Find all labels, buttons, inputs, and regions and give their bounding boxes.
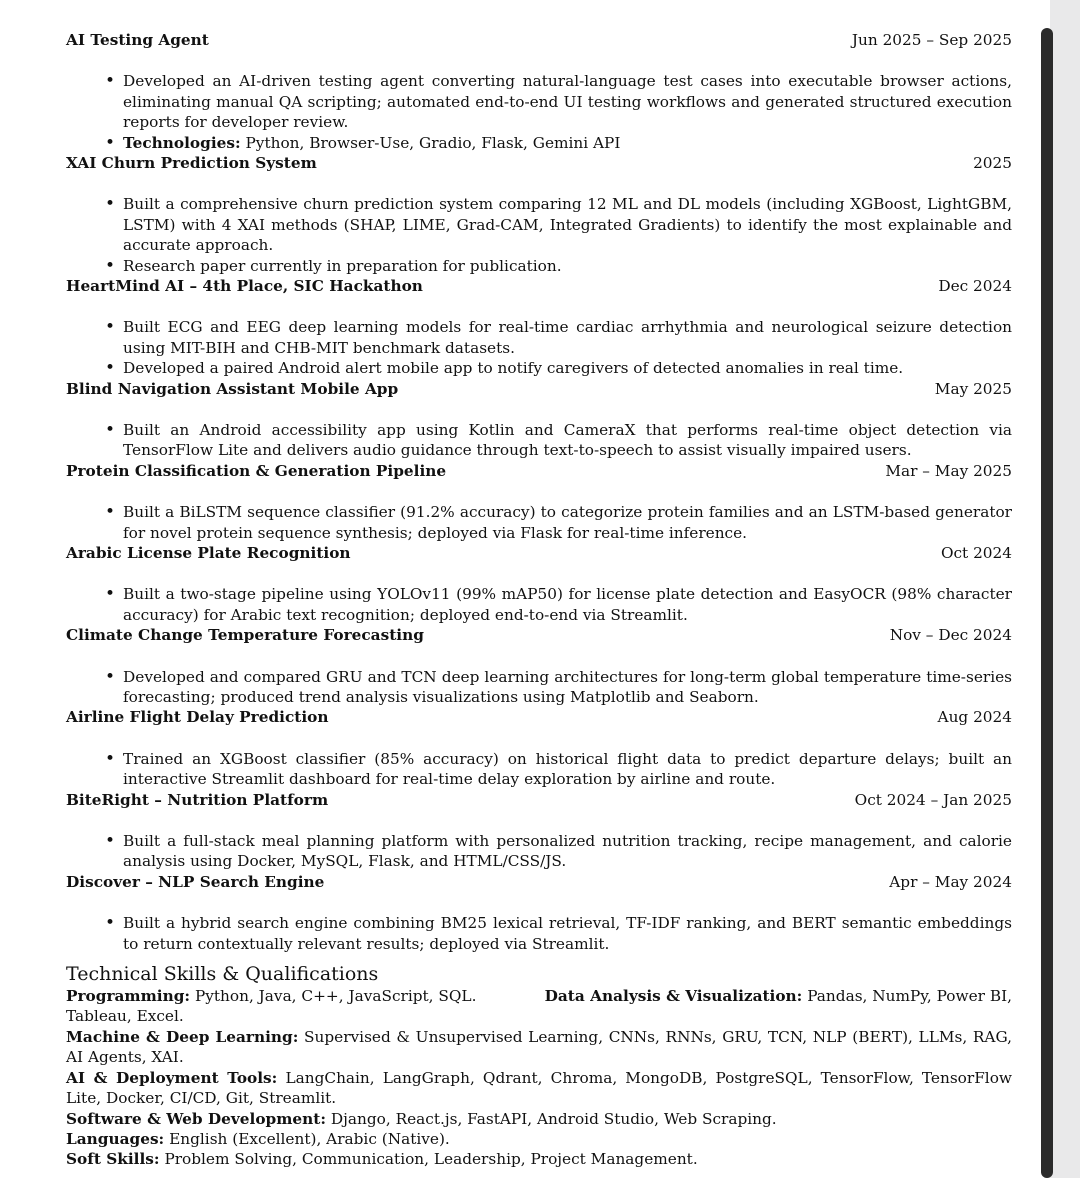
bullet-item: • Research paper currently in preparation for publication. (66, 256, 1012, 276)
bullet-item: • Built ECG and EEG deep learning models for real-time cardiac arrhythmia and neurological seizure detection using MIT-BIH and CHB-MIT benchmark datasets. (66, 317, 1012, 358)
project-header (66, 461, 1012, 481)
skill-label: AI & Deployment Tools: (66, 1068, 278, 1087)
project-header (66, 707, 1012, 727)
skill-value: LangChain, LangGraph, Qdrant, Chroma, MongoDB, PostgreSQL, TensorFlow, TensorFlow Lite, Docker, CI/CD, Git, Streamlit. (66, 1068, 1013, 1108)
tech-value: Python, Browser-Use, Gradio, Flask, Gemini API (245, 133, 621, 152)
bullet-list (66, 420, 1012, 461)
bullet-item (66, 133, 1012, 153)
project-title: Discover – NLP Search Engine (66, 872, 325, 891)
bullet-item: • Developed a paired Android alert mobile app to notify caregivers of detected anomalies in real time. (66, 358, 1012, 378)
bullet-item: • Built a full-stack meal planning platform with personalized nutrition tracking, recipe management, and calorie analysis using Docker, MySQL, Flask, and HTML/CSS/JS. (66, 831, 1012, 872)
project-header (66, 872, 1012, 892)
bullet-list (66, 831, 1012, 872)
project-title: HeartMind AI – 4th Place, SIC Hackathon (66, 277, 423, 296)
project-date: Dec 2024 (938, 277, 1012, 296)
bullet-item: • Built an Android accessibility app using Kotlin and CameraX that performs real-time object detection via TensorFlow Lite and delivers audio guidance through text-to-speech to assist visually impaired users. (66, 420, 1012, 461)
project-date: Aug 2024 (937, 708, 1012, 727)
project-entry (66, 790, 1012, 872)
project-entry (66, 625, 1012, 707)
bullet-item: • Built a hybrid search engine combining BM25 lexical retrieval, TF-IDF ranking, and BERT semantic embeddings to return contextually relevant results; deployed via Streamlit. (66, 913, 1012, 954)
resume-content (66, 30, 1012, 1170)
bullet-item: • Built a two-stage pipeline using YOLOv11 (99% mAP50) for license plate detection and EasyOCR (98% character accuracy) for Arabic text recognition; deployed end-to-end via Streamlit. (66, 584, 1012, 625)
bullet-list (66, 502, 1012, 543)
skill-value: Django, React.js, FastAPI, Android Studio, Web Scraping. (330, 1109, 777, 1128)
bullet-item: • Developed an AI-driven testing agent converting natural-language test cases into executable browser actions, eliminating manual QA scripting; automated end-to-end UI testing workflows and generated structured execution reports for developer review. (66, 71, 1012, 132)
project-header (66, 625, 1012, 645)
project-title: Climate Change Temperature Forecasting (66, 626, 424, 645)
section-title-skills: Technical Skills & Qualifications (66, 963, 379, 986)
project-header (66, 790, 1012, 810)
bullet-list (66, 317, 1012, 378)
project-header (66, 153, 1012, 173)
project-header (66, 276, 1012, 296)
project-entry (66, 276, 1012, 379)
project-date: Apr – May 2024 (889, 872, 1012, 891)
skill-label: Data Analysis & Visualization: (544, 987, 803, 1006)
project-date: 2025 (973, 154, 1012, 173)
skill-label: Soft Skills: (66, 1150, 160, 1169)
skill-programming-data (66, 986, 1012, 1027)
project-date: Oct 2024 (940, 544, 1012, 563)
project-date: Mar – May 2025 (885, 461, 1012, 480)
project-entry (66, 872, 1012, 954)
project-header (66, 30, 1012, 50)
skill-label: Software & Web Development: (66, 1109, 326, 1128)
bullet-list (66, 913, 1012, 954)
project-entry (66, 153, 1012, 276)
project-date: Jun 2025 – Sep 2025 (851, 31, 1012, 49)
project-date: Oct 2024 – Jan 2025 (854, 790, 1012, 809)
skill-label: Programming: (66, 987, 191, 1006)
project-title: BiteRight – Nutrition Platform (66, 790, 329, 809)
skill-ai-tools (66, 1068, 1012, 1109)
skill-value: English (Excellent), Arabic (Native). (169, 1129, 450, 1148)
tech-label: Technologies: (123, 133, 241, 152)
project-header (66, 543, 1012, 563)
bullet-list (66, 667, 1012, 708)
skill-value: Pandas, NumPy, Power BI, (807, 987, 1012, 1006)
skill-software (66, 1109, 1012, 1129)
skill-ml (66, 1027, 1012, 1068)
scrollbar-thumb[interactable] (1041, 28, 1053, 1178)
skill-label: Languages: (66, 1129, 165, 1148)
skill-programming (66, 986, 476, 1006)
project-header (66, 379, 1012, 399)
project-title: Protein Classification & Generation Pipeline (66, 461, 447, 480)
bullet-item: • Trained an XGBoost classifier (85% accuracy) on historical flight data to predict departure delays; built an interactive Streamlit dashboard for real-time delay exploration by airline and route. (66, 749, 1012, 790)
project-title: Airline Flight Delay Prediction (66, 708, 329, 727)
bullet-item: • Built a comprehensive churn prediction system comparing 12 ML and DL models (including XGBoost, LightGBM, LSTM) with 4 XAI methods (SHAP, LIME, Grad-CAM, Integrated Gradients) to identify the most explainable and accurate approach. (66, 194, 1012, 255)
bullet-list (66, 71, 1012, 153)
skill-value-continued: Tableau, Excel. (66, 1007, 184, 1026)
skill-value: Problem Solving, Communication, Leadership, Project Management. (164, 1150, 698, 1169)
project-date: May 2025 (934, 379, 1012, 398)
project-date: Nov – Dec 2024 (889, 626, 1012, 645)
skill-label: Machine & Deep Learning: (66, 1027, 299, 1046)
project-title: AI Testing Agent (66, 31, 209, 49)
bullet-list (66, 194, 1012, 276)
bullet-list (66, 584, 1012, 625)
skill-value: Supervised & Unsupervised Learning, CNNs, RNNs, GRU, TCN, NLP (BERT), LLMs, RAG, AI Agents, XAI. (66, 1027, 1012, 1067)
project-entry (66, 707, 1012, 789)
project-entry (66, 30, 1012, 153)
skill-languages (66, 1129, 1012, 1149)
bullet-list (66, 749, 1012, 790)
skill-data-analysis (545, 986, 1012, 1006)
project-title: XAI Churn Prediction System (66, 154, 317, 173)
project-entry (66, 461, 1012, 543)
project-title: Arabic License Plate Recognition (66, 544, 351, 563)
project-entry (66, 543, 1012, 625)
bullet-item: • Built a BiLSTM sequence classifier (91.2% accuracy) to categorize protein families and an LSTM-based generator for novel protein sequence synthesis; deployed via Flask for real-time inference. (66, 502, 1012, 543)
skill-value: Python, Java, C++, JavaScript, SQL. (194, 987, 477, 1006)
skill-row (66, 986, 1012, 1006)
bullet-item: • Developed and compared GRU and TCN deep learning architectures for long-term global temperature time-series forecasting; produced trend analysis visualizations using Matplotlib and Seaborn. (66, 667, 1012, 708)
skill-soft (66, 1149, 1012, 1169)
project-title: Blind Navigation Assistant Mobile App (66, 379, 399, 398)
project-entry (66, 379, 1012, 461)
